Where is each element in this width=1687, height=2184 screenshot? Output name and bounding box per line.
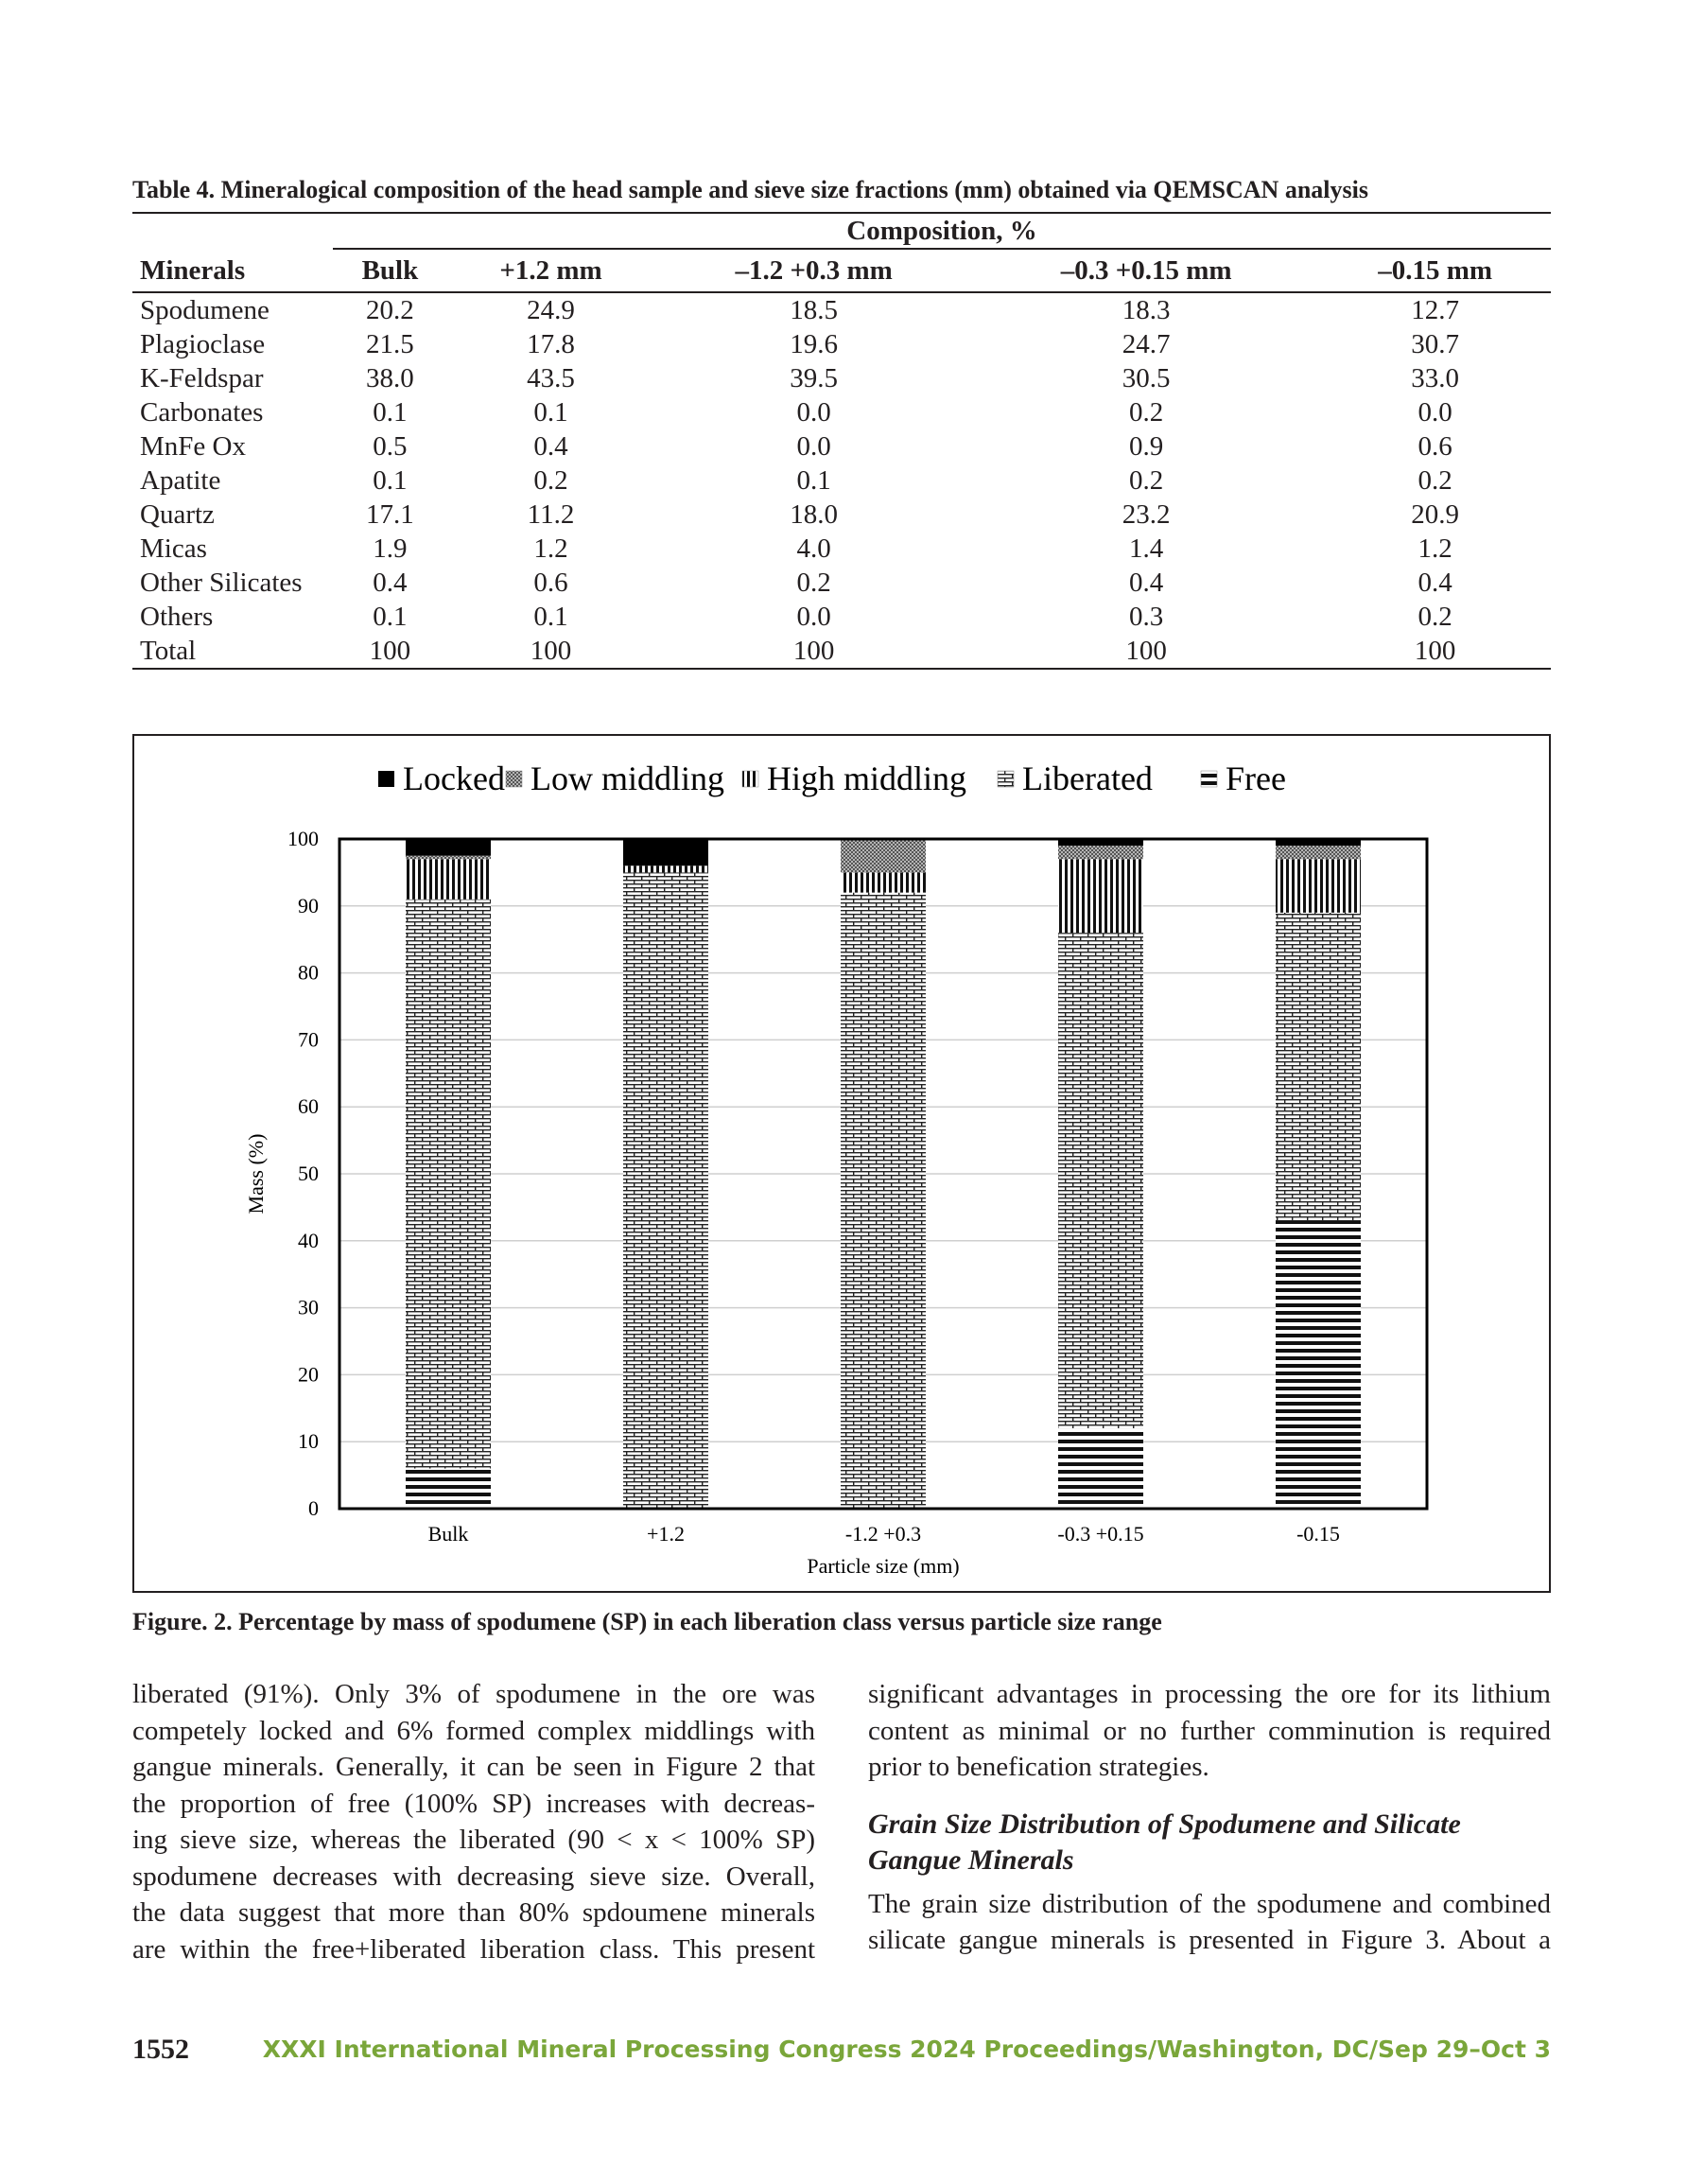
x-tick-label: -1.2 +0.3 — [844, 1522, 922, 1546]
table-row — [132, 361, 1551, 395]
table-row — [132, 566, 1551, 600]
bar-segment-low-middling — [406, 856, 491, 860]
text-line: are within the free+liberated liberation class. This present — [132, 1933, 815, 1965]
composition-cell: 0.0 — [796, 602, 831, 632]
bar-segment-free — [1058, 1428, 1143, 1509]
legend-swatch — [998, 771, 1014, 787]
text-line: The grain size distribution of the spodumene and combined — [868, 1888, 1551, 1919]
text-line: the proportion of free (100% SP) increases with decreas- — [132, 1788, 815, 1819]
legend-swatch — [378, 771, 394, 787]
mineral-name-cell: K-Feldspar — [140, 363, 264, 393]
composition-cell: 100 — [333, 634, 447, 669]
legend-swatch — [742, 771, 758, 787]
liberation-chart — [134, 736, 1549, 1591]
legend-swatch — [506, 771, 522, 787]
mineral-name-cell: Others — [140, 602, 214, 632]
bar-segment-high-middling — [841, 872, 926, 892]
composition-cell: 11.2 — [527, 499, 575, 530]
composition-cell: 4.0 — [796, 533, 831, 564]
text-line: silicate gangue minerals is presented in Figure 3. About a — [868, 1925, 1551, 1955]
bar-segment-high-middling — [406, 859, 491, 899]
mineral-name-cell: Total — [132, 634, 333, 669]
composition-cell: 20.2 — [366, 295, 414, 325]
composition-cell: 12.7 — [1411, 295, 1460, 325]
composition-cell: 0.1 — [796, 465, 831, 496]
y-tick-label: 90 — [298, 893, 319, 917]
table-body — [132, 292, 1551, 669]
y-tick-label: 100 — [287, 827, 319, 850]
composition-cell: 0.2 — [796, 568, 831, 598]
right-paragraph-2 — [868, 1886, 1551, 1959]
composition-cell: 18.5 — [790, 295, 839, 325]
legend-item-liberated — [998, 760, 1153, 797]
composition-cell: 43.5 — [527, 363, 575, 393]
legend-label: Low middling — [530, 760, 724, 797]
mineral-name-cell: Micas — [140, 533, 207, 564]
composition-cell: 20.9 — [1411, 499, 1460, 530]
composition-cell: 0.2 — [1129, 397, 1164, 428]
y-tick-label: 20 — [298, 1362, 319, 1387]
bar-segment-high-middling — [1058, 859, 1143, 933]
mineral-table — [132, 212, 1551, 670]
footer-text: XXXI International Mineral Processing Congress 2024 Proceedings/Washington, DC/Sep 29–Oct 3 — [262, 2035, 1551, 2063]
composition-cell: 0.4 — [373, 568, 408, 598]
table-row — [132, 327, 1551, 361]
composition-cell: 0.0 — [796, 397, 831, 428]
composition-cell: 39.5 — [790, 363, 839, 393]
composition-cell: 18.3 — [1122, 295, 1171, 325]
composition-cell: 0.6 — [1417, 431, 1452, 462]
composition-cell: 17.1 — [366, 499, 414, 530]
legend-item-locked — [378, 760, 505, 797]
text-line: spodumene decreases with decreasing sieve size. Overall, — [132, 1861, 815, 1892]
mineral-name-cell: Carbonates — [140, 397, 264, 428]
text-line: the data suggest that more than 80% spdoumene minerals — [132, 1897, 815, 1928]
text-line: liberated (91%). Only 3% of spodumene in the ore was — [132, 1679, 815, 1709]
composition-cell: 30.7 — [1411, 329, 1460, 359]
page-number: 1552 — [132, 2034, 189, 2065]
column-header: Minerals — [132, 249, 333, 292]
mineral-name-cell: MnFe Ox — [140, 431, 246, 462]
text-line: ing sieve size, whereas the liberated (90 < x < 100% SP) — [132, 1825, 815, 1855]
composition-cell: 1.4 — [1129, 533, 1164, 564]
mineral-name-cell: Apatite — [140, 465, 221, 496]
column-header: –1.2 +0.3 mm — [654, 249, 973, 292]
body-column-left — [132, 1676, 815, 1967]
bar-segment-locked — [623, 839, 708, 865]
figure-caption: Figure. 2. Percentage by mass of spodumene (SP) in each liberation class versus particle size range — [132, 1608, 1162, 1635]
bar-segment-liberated — [406, 900, 491, 1469]
composition-cell: 1.9 — [373, 533, 408, 564]
legend-label: Liberated — [1022, 760, 1153, 797]
bar-segment-high-middling — [1276, 859, 1361, 913]
table-row — [132, 532, 1551, 566]
table-header-row — [132, 249, 1551, 292]
x-axis-label: Particle size (mm) — [807, 1554, 960, 1578]
table-row — [132, 463, 1551, 498]
composition-cell: 100 — [1319, 634, 1551, 669]
composition-cell: 1.2 — [533, 533, 568, 564]
composition-cell: 0.3 — [1129, 602, 1164, 632]
composition-cell: 0.4 — [1129, 568, 1164, 598]
composition-cell: 0.0 — [1417, 397, 1452, 428]
table-row — [132, 395, 1551, 429]
composition-cell: 0.1 — [533, 397, 568, 428]
y-tick-label: 50 — [298, 1162, 319, 1185]
x-tick-label: -0.15 — [1296, 1522, 1340, 1546]
y-tick-label: 0 — [308, 1496, 319, 1520]
x-tick-labels — [428, 1522, 1340, 1546]
mineral-name-cell: Other Silicates — [140, 568, 303, 598]
composition-cell: 24.9 — [527, 295, 575, 325]
composition-cell: 0.1 — [533, 602, 568, 632]
column-header: Bulk — [333, 249, 447, 292]
y-tick-label: 40 — [298, 1228, 319, 1252]
y-tick-label: 60 — [298, 1094, 319, 1119]
text-line: content as minimal or no further comminution is required — [868, 1715, 1551, 1746]
x-tick-label: -0.3 +0.15 — [1057, 1522, 1144, 1546]
composition-cell: 100 — [973, 634, 1319, 669]
y-tick-label: 80 — [298, 960, 319, 985]
composition-cell: 0.2 — [1129, 465, 1164, 496]
composition-cell: 17.8 — [527, 329, 575, 359]
composition-cell: 23.2 — [1122, 499, 1171, 530]
table-row — [132, 600, 1551, 634]
legend-label: Locked — [403, 760, 505, 797]
table-row — [132, 292, 1551, 327]
legend-label: Free — [1226, 760, 1286, 797]
legend — [378, 760, 1286, 797]
legend-item-free — [1201, 760, 1286, 797]
mineral-name-cell: Quartz — [140, 499, 215, 530]
composition-cell: 0.5 — [373, 431, 408, 462]
bar-segment-free — [1276, 1221, 1361, 1509]
right-paragraph-1 — [868, 1676, 1551, 1786]
text-line: competely locked and 6% formed complex middlings with — [132, 1715, 815, 1746]
bar-segment-locked — [406, 839, 491, 856]
bar-segment-liberated — [1276, 913, 1361, 1221]
composition-cell: 0.6 — [533, 568, 568, 598]
figure-frame — [132, 734, 1551, 1593]
composition-table — [132, 212, 1551, 670]
body-column-right — [868, 1676, 1551, 1959]
composition-cell: 0.1 — [373, 397, 408, 428]
composition-cell: 0.4 — [1417, 568, 1452, 598]
bar-segment-liberated — [1058, 933, 1143, 1428]
composition-cell: 21.5 — [366, 329, 414, 359]
bar-segment-low-middling — [1276, 846, 1361, 859]
table-row — [132, 429, 1551, 463]
composition-cell: 0.1 — [373, 602, 408, 632]
section-heading: Grain Size Distribution of Spodumene and Silicate Gangue Minerals — [868, 1808, 1461, 1876]
composition-cell: 18.0 — [790, 499, 839, 530]
column-header: –0.15 mm — [1319, 249, 1551, 292]
composition-cell: 0.2 — [1417, 465, 1452, 496]
legend-swatch — [1201, 771, 1217, 787]
composition-cell: 38.0 — [366, 363, 414, 393]
legend-label: High middling — [767, 760, 967, 797]
composition-cell: 33.0 — [1411, 363, 1460, 393]
legend-item-high-middling — [742, 760, 966, 797]
mineral-name-cell: Spodumene — [140, 295, 270, 325]
x-tick-label: +1.2 — [647, 1522, 685, 1546]
composition-cell: 0.1 — [373, 465, 408, 496]
column-header: –0.3 +0.15 mm — [973, 249, 1319, 292]
table-row — [132, 498, 1551, 532]
y-tick-labels — [287, 827, 319, 1520]
bar-segment-liberated — [623, 872, 708, 1509]
composition-cell: 1.2 — [1417, 533, 1452, 564]
composition-cell: 0.2 — [533, 465, 568, 496]
composition-cell: 100 — [654, 634, 973, 669]
composition-cell: 0.2 — [1417, 602, 1452, 632]
legend-item-low-middling — [506, 760, 724, 797]
y-axis-label: Mass (%) — [244, 1133, 268, 1214]
table-row — [132, 634, 1551, 669]
mineral-name-cell: Plagioclase — [140, 329, 266, 359]
composition-cell: 19.6 — [790, 329, 839, 359]
composition-cell: 24.7 — [1122, 329, 1171, 359]
bar-segment-free — [406, 1469, 491, 1509]
bar-segment-low-middling — [841, 839, 926, 872]
text-line: significant advantages in processing the ore for its lithium — [868, 1679, 1551, 1709]
composition-cell: 100 — [447, 634, 654, 669]
composition-cell: 30.5 — [1122, 363, 1171, 393]
y-tick-label: 70 — [298, 1027, 319, 1052]
bar-segment-low-middling — [1058, 846, 1143, 859]
text-line: prior to benefication strategies. — [868, 1752, 1209, 1782]
composition-cell: 0.9 — [1129, 431, 1164, 462]
composition-cell: 0.0 — [796, 431, 831, 462]
bar-segment-liberated — [841, 893, 926, 1509]
table-caption: Table 4. Mineralogical composition of the head sample and sieve size fractions (mm) obtained via QEMSCAN analysis — [132, 176, 1368, 203]
bar-segment-high-middling — [623, 865, 708, 872]
x-tick-label: Bulk — [427, 1522, 469, 1546]
y-tick-label: 10 — [298, 1429, 319, 1454]
table-group-header: Composition, % — [333, 213, 1551, 249]
composition-cell: 0.4 — [533, 431, 568, 462]
column-header: +1.2 mm — [447, 249, 654, 292]
y-tick-label: 30 — [298, 1295, 319, 1319]
text-line: gangue minerals. Generally, it can be seen in Figure 2 that — [132, 1752, 815, 1782]
